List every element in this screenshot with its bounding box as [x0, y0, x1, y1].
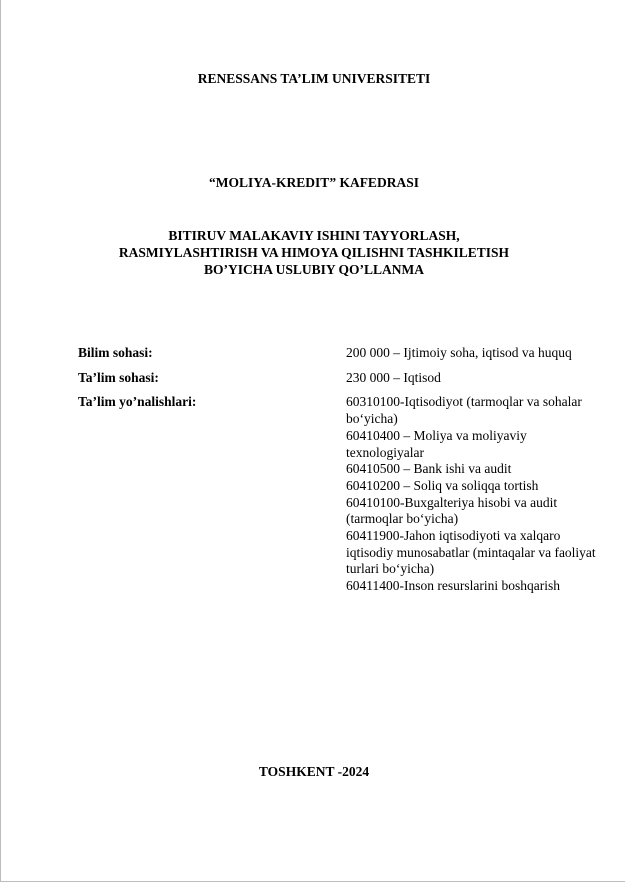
info-label: Ta’lim sohasi:: [78, 369, 159, 385]
direction-item: 60411900-Jahon iqtisodiyoti va xalqaro iqtisodiy munosabatlar (mintaqalar va faoliyat turlari bo‘yicha): [346, 528, 596, 577]
direction-item: 60410500 – Bank ishi va audit: [346, 461, 512, 477]
info-table: [78, 345, 618, 603]
title-line: BO’YICHA USLUBIY QO’LLANMA: [203, 262, 425, 277]
document-title: [1, 227, 626, 278]
info-label: Ta’lim yo’nalishlari:: [78, 394, 197, 410]
direction-item: 60310100-Iqtisodiyot (tarmoqlar va sohalar bo‘yicha): [346, 394, 582, 427]
direction-item: 60410100-Buxgalteriya hisobi va audit (tarmoqlar bo‘yicha): [346, 494, 558, 527]
info-label: Bilim sohasi:: [78, 345, 153, 360]
city-year: TOSHKENT -2024: [258, 764, 370, 779]
department-name: “MOLIYA-KREDIT” KAFEDRASI: [209, 175, 419, 190]
directions-list: [346, 394, 608, 594]
university-name: RENESSANS TA’LIM UNIVERSITETI: [197, 71, 431, 86]
info-row-directions: [78, 394, 618, 594]
title-line: BITIRUV MALAKAVIY ISHINI TAYYORLASH,: [168, 228, 460, 243]
direction-item: 60410400 – Moliya va moliyaviy texnologiyalar: [346, 427, 527, 460]
info-row-knowledge-area: [78, 345, 618, 362]
info-value: 200 000 – Ijtimoiy soha, iqtisod va huquq: [346, 345, 572, 360]
info-row-education-area: [78, 370, 618, 387]
title-line: RASMIYLASHTIRISH VA HIMOYA QILISHNI TASHKILETISH: [118, 245, 510, 260]
direction-item: 60410200 – Soliq va soliqqa tortish: [346, 477, 539, 493]
info-value: 230 000 – Iqtisod: [346, 369, 441, 385]
direction-item: 60411400-Inson resurslarini boshqarish: [346, 578, 560, 594]
